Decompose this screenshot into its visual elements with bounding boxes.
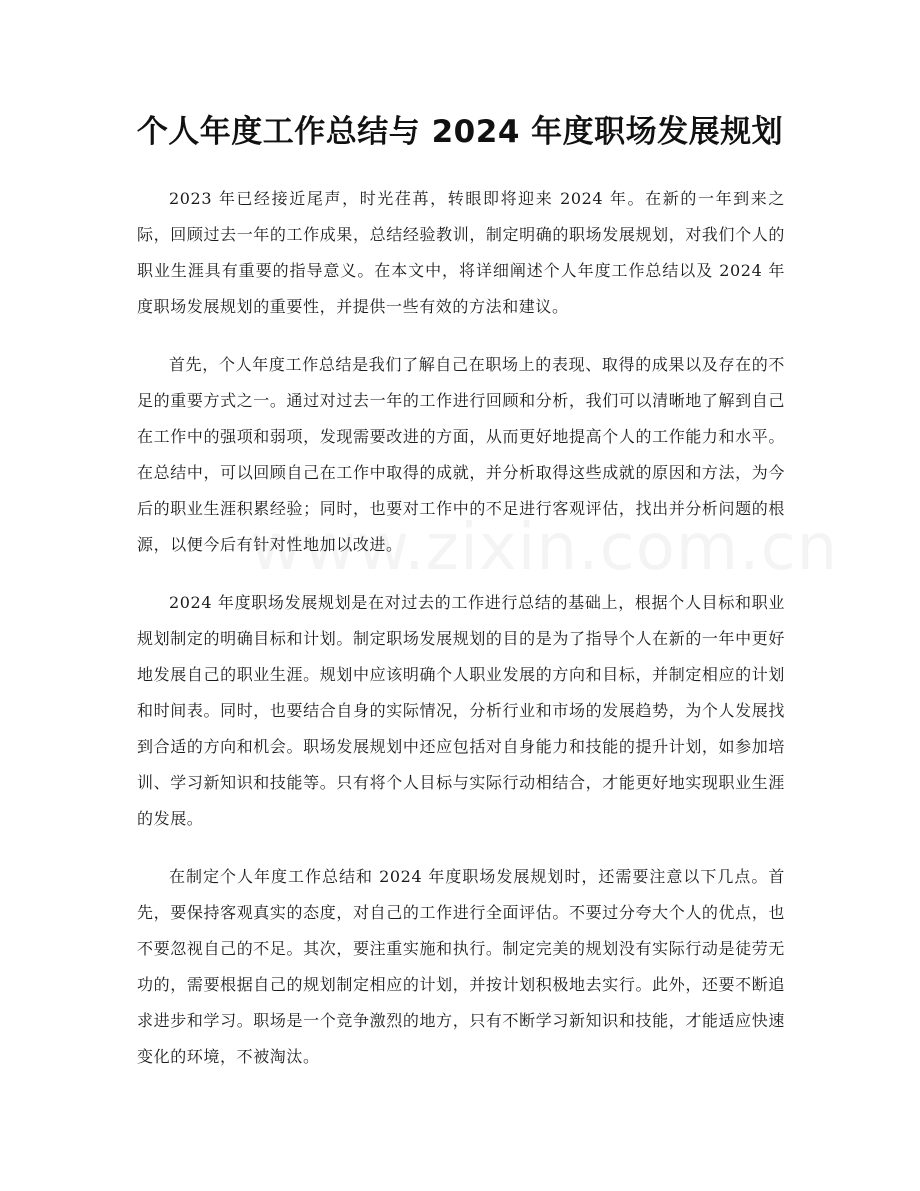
paragraph-annual-summary: 首先，个人年度工作总结是我们了解自己在职场上的表现、取得的成果以及存在的不足的重要方式之一。通过对过去一年的工作进行回顾和分析，我们可以清晰地了解到自己在工作中的强项和弱项，发现需要改进的方面，从而更好地提高个人的工作能力和水平。在总结中，可以回顾自己在工作中取得的成就，并分析取得这些成就的原因和方法，为今后的职业生涯积累经验；同时，也要对工作中的不足进行客观评估，找出并分析问题的根源，以便今后有针对性地加以改进。 <box>137 355 785 554</box>
document-body <box>137 181 785 1097</box>
paragraph-notes: 在制定个人年度工作总结和 2024 年度职场发展规划时，还需要注意以下几点。首先，要保持客观真实的态度，对自己的工作进行全面评估。不要过分夸大个人的优点，也不要忽视自己的不足。其次，要注重实施和执行。制定完美的规划没有实际行动是徒劳无功的，需要根据自己的规划制定相应的计划，并按计划积极地去实行。此外，还要不断追求进步和学习。职场是一个竞争激烈的地方，只有不断学习新知识和技能，才能适应快速变化的环境，不被淘汰。 <box>137 867 785 1066</box>
paragraph-intro: 2023 年已经接近尾声，时光荏苒，转眼即将迎来 2024 年。在新的一年到来之际，回顾过去一年的工作成果，总结经验教训，制定明确的职场发展规划，对我们个人的职业生涯具有重要的指导意义。在本文中，将详细阐述个人年度工作总结以及 2024 年度职场发展规划的重要性，并提供一些有效的方法和建议。 <box>137 189 785 316</box>
document-title: 个人年度工作总结与 2024 年度职场发展规划 <box>136 114 784 150</box>
paragraph-career-plan: 2024 年度职场发展规划是在对过去的工作进行总结的基础上，根据个人目标和职业规划制定的明确目标和计划。制定职场发展规划的目的是为了指导个人在新的一年中更好地发展自己的职业生涯。规划中应该明确个人职业发展的方向和目标，并制定相应的计划和时间表。同时，也要结合自身的实际情况，分析行业和市场的发展趋势，为个人发展找到合适的方向和机会。职场发展规划中还应包括对自身能力和技能的提升计划，如参加培训、学习新知识和技能等。只有将个人目标与实际行动相结合，才能更好地实现职业生涯的发展。 <box>137 593 785 828</box>
